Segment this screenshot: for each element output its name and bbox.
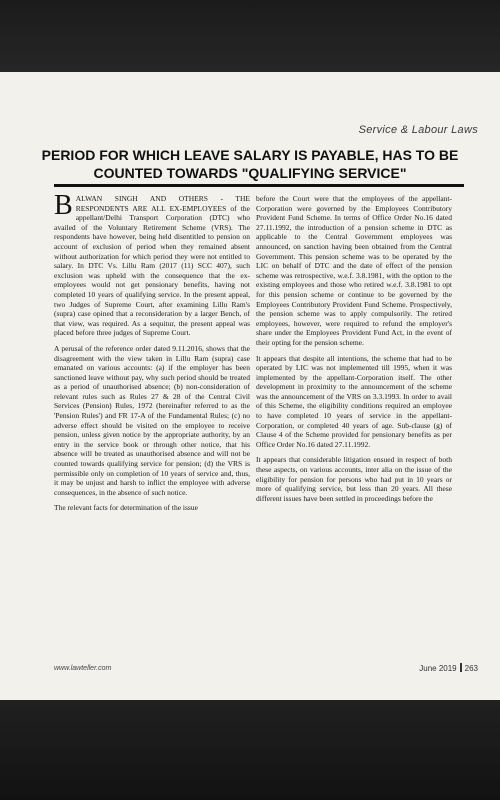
footer-website: www.lawteller.com [54,665,112,672]
paragraph: It appears that despite all intentions, the scheme that had to be operated by LIC was not implemented till 1995, when it was implemented by the appellant-Corporation itself. The other development in proximity to the announcement of the scheme was the announcement of the VRS on 3.3.1993. In order to avail of this Scheme, the eligibility conditions required an employee to have completed 10 years of service in the appellant-Corporation, or completed 40 years of age. Sub-clause (g) of Clause 4 of the Scheme provided for pensionary benefits as per Office Order No.16 dated 27.11.1992. [256,353,452,449]
footer-date: June 2019 [419,664,457,673]
section-label: Service & Labour Laws [358,124,478,136]
document-page [0,72,500,700]
paragraph: A perusal of the reference order dated 9.11.2016, shows that the disagreement with the view taken in Lillu Ram (supra) case emanated on various accounts: (a) if the employer has been sanctioned leave without pay, why such period should be treated as a period of unauthorised absence; (b) non-consideration of relevant rules such as Rules 27 & 28 of the Central Civil Services (Pension) Rules, 1972 (hereinafter referred to as the 'Pension Rules') and FR 17-A of the Fundamental Rules; (c) no adverse effect should be visited on the employee to receive pension, unless given notice by the appropriate authority, by an entry in the service book or through other notice, that his absence will be treated as unauthorised absence and will not be counted towards qualifying service for pension; (d) the VRS is permissible only on completion of 10 years of service and, thus, it may be unjust and harsh to inflict the employee with adverse consequences, in the absence of such notice. [54,343,250,497]
page-number: 263 [464,664,478,673]
paragraph: It appears that considerable litigation ensued in respect of both these aspects, on various accounts, inter alia on the issue of the eligibility for pension for persons who had put in 10 years or more of qualifying service, but less than 20 years. All these different issues have been settled in proceedings before the [256,455,452,503]
left-column [54,190,250,519]
article-title: PERIOD FOR WHICH LEAVE SALARY IS PAYABLE, HAS TO BE COUNTED TOWARDS "QUALIFYING SERVICE" [41,147,459,181]
right-column [256,194,452,509]
drop-cap: B [54,190,73,221]
footer-page-info [419,663,478,673]
paragraph: The relevant facts for determination of the issue [54,503,198,513]
paragraph-text: ALWAN SINGH AND OTHERS - THE RESPONDENTS ARE ALL EX-EMPLOYEES of the appellant/Delhi Transport Corporation (DTC) who availed of the Voluntary Retirement Scheme (VRS). The respondents have however, being held disentitled to pension on account of exclusion of period when they remained absent without authorization for which period they were not entitled to salary. In DTC Vs. Lillu Ram (2017 (11) SCC 407), such exclusion was upheld with the consequence that the ex-employees would not get pensionary benefits, having not completed 10 years of qualifying service. In the present appeal, two Judges of Supreme Court, after examining Lillu Ram's (supra) case opined that a reconsideration by a larger Bench, of that view, was required. As a sequitur, the present appeal was placed before three judges of Supreme Court. [54,194,250,338]
paragraph: before the Court were that the employees of the appellant-Corporation were governed by the Employees Contributory Provident Fund Scheme. In terms of Office Order No.16 dated 27.11.1992, the introduction of a pension scheme in DTC as applicable to the Central Government employees was announced, on sanction having been obtained from the Central Government. This pension scheme was to be operated by the LIC on behalf of DTC and the date of effect of the pension scheme was retrospective, w.e.f. 3.8.1981, with the option to the existing employees and those who retired w.e.f. 3.8.1981 to opt for this pension scheme or continue to be governed by the Employees Contributory Provident Fund Scheme. Prospectively, the pension scheme was to apply compulsorily. The retired employees, however, were required to refund the employer's share under the Employees Provident Fund Act, in the event of their opting for the pension scheme. [256,194,452,347]
footer-separator [460,663,462,672]
bottom-black-band [0,700,500,800]
paragraph [54,190,250,338]
top-black-band [0,0,500,72]
title-underline [54,184,464,187]
